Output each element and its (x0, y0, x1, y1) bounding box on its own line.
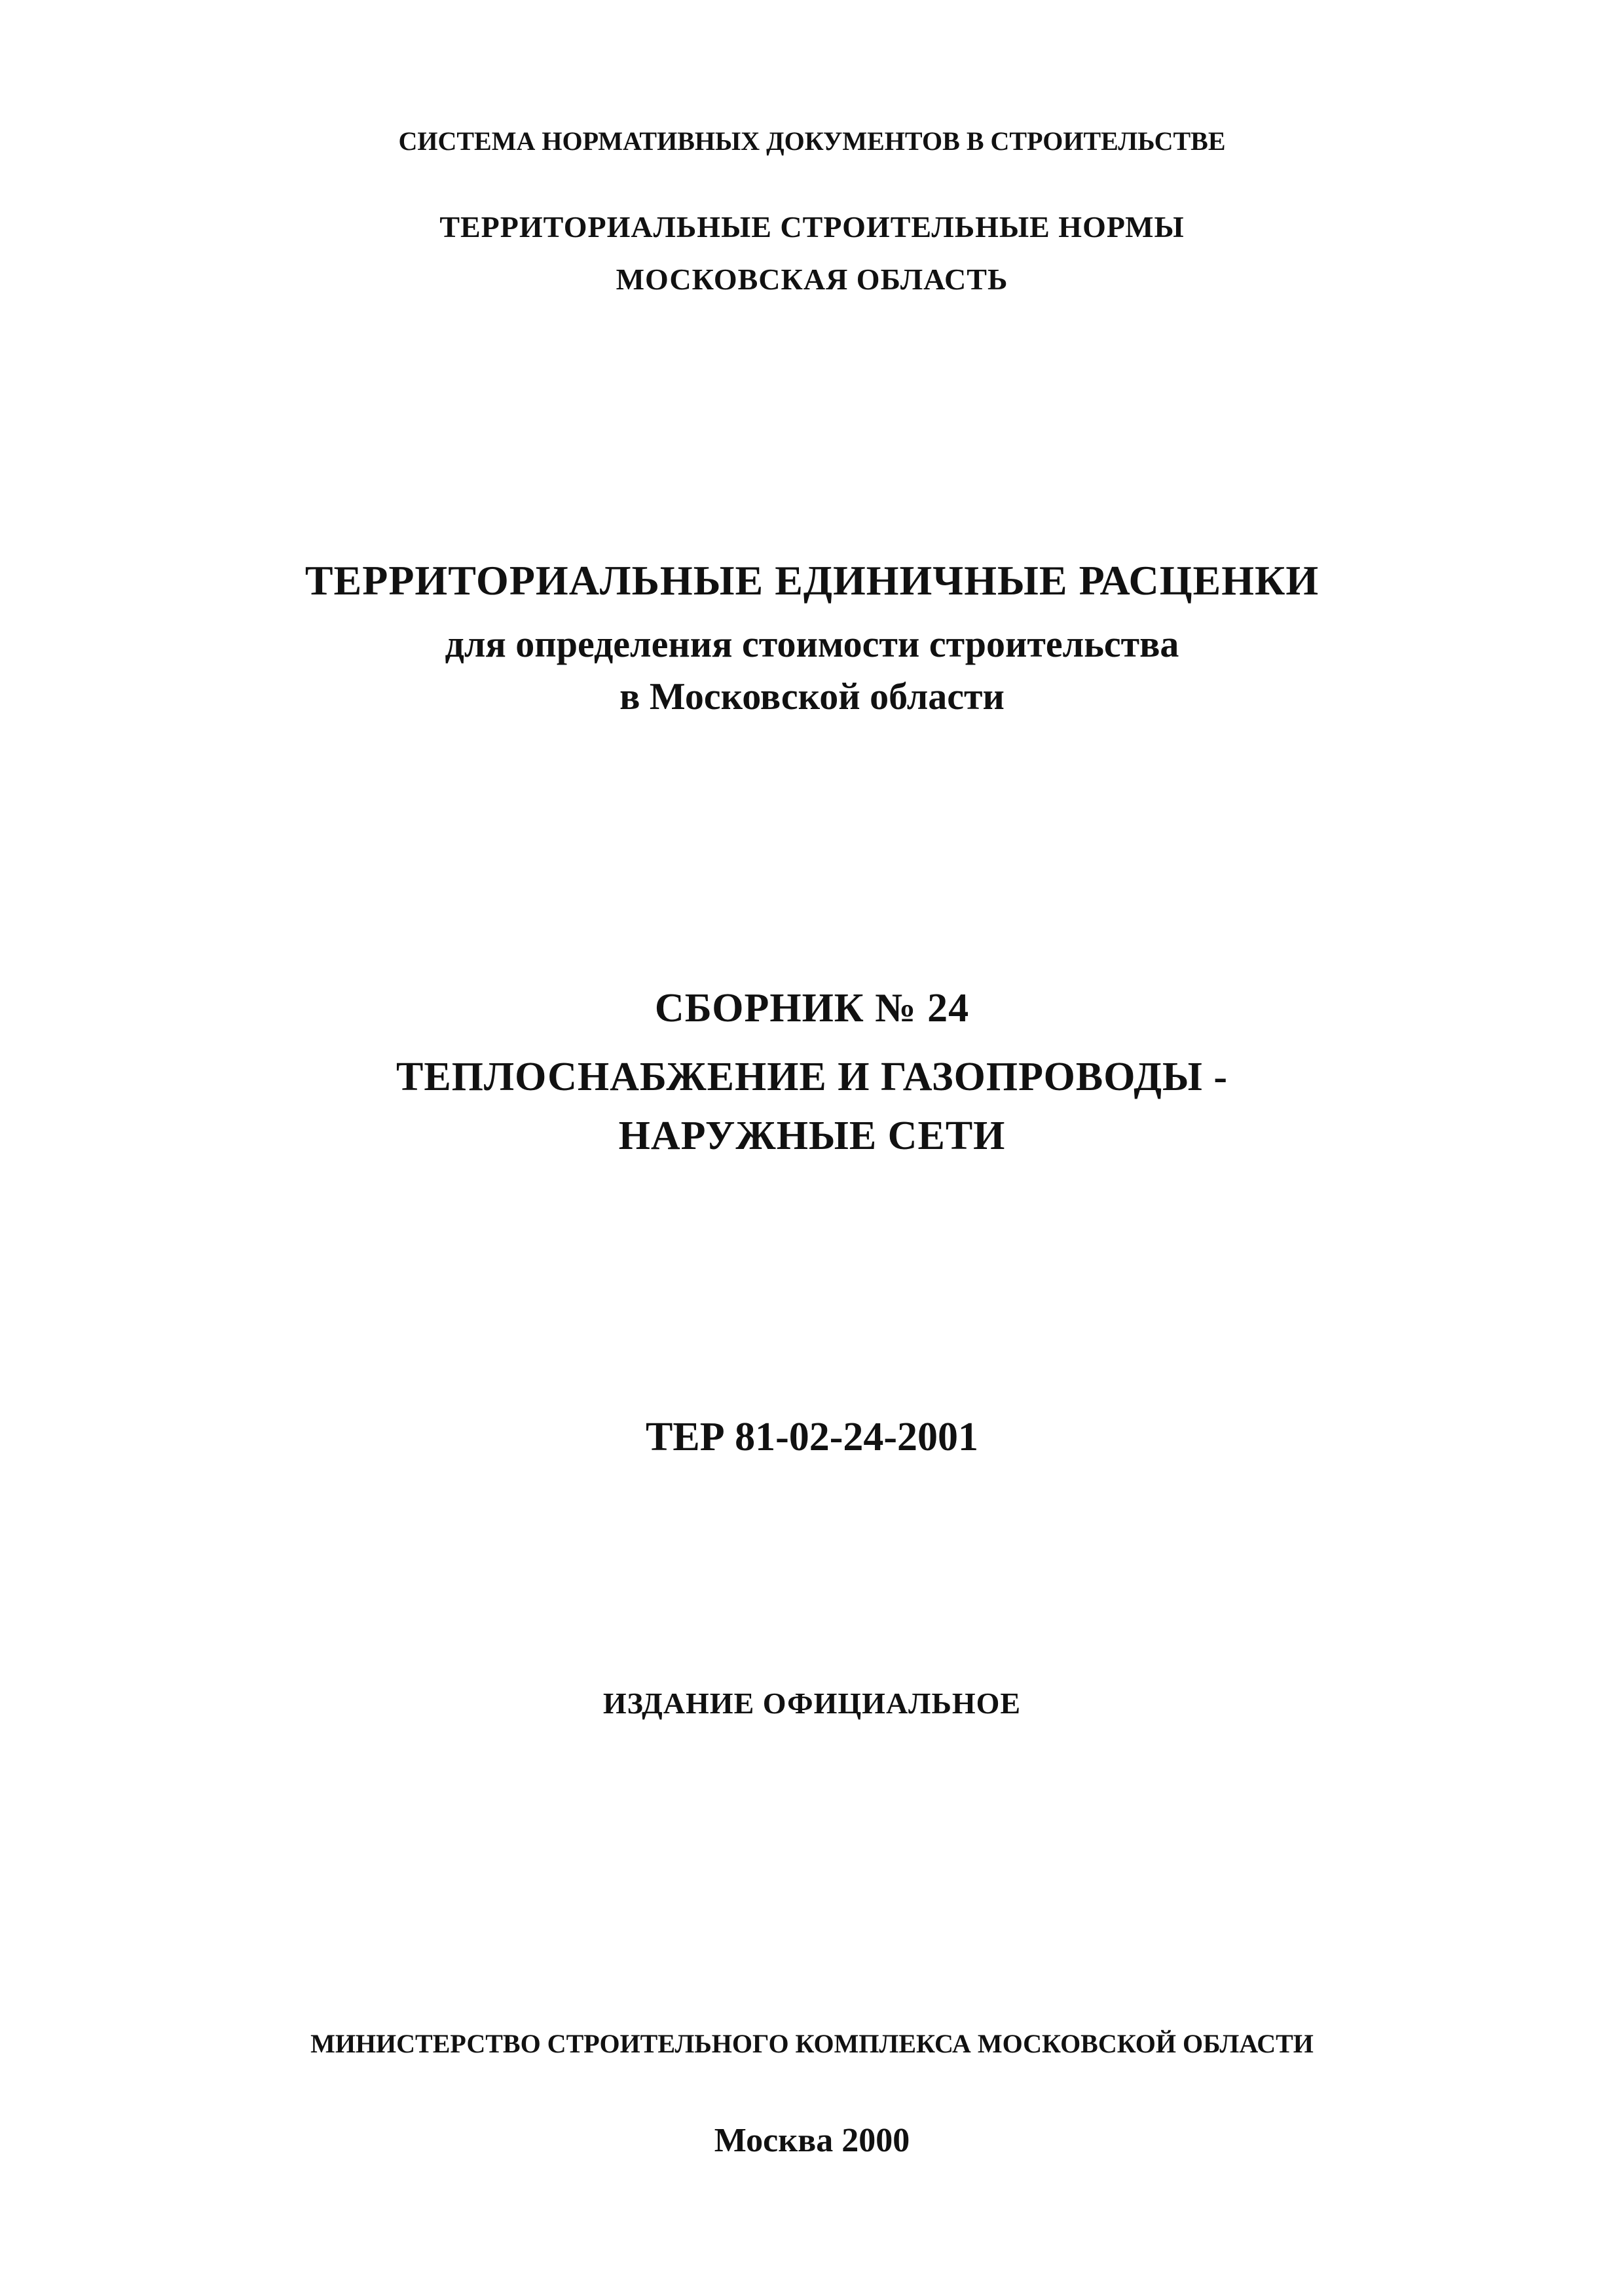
publisher: МИНИСТЕРСТВО СТРОИТЕЛЬНОГО КОМПЛЕКСА МОСКОВСКОЙ ОБЛАСТИ (310, 2029, 1314, 2058)
collection-name-line2: НАРУЖНЫЕ СЕТИ (618, 1114, 1006, 1158)
document-code: ТЕР 81-02-24-2001 (645, 1415, 979, 1459)
document-subtitle-line3: в Московской области (619, 675, 1005, 718)
region-header: МОСКОВСКАЯ ОБЛАСТЬ (616, 263, 1008, 296)
collection-number: СБОРНИК № 24 (654, 986, 970, 1030)
system-header: СИСТЕМА НОРМАТИВНЫХ ДОКУМЕНТОВ В СТРОИТЕЛЬСТВЕ (398, 126, 1226, 156)
document-subtitle-line2: для определения стоимости строительства (445, 623, 1179, 665)
document-title: ТЕРРИТОРИАЛЬНЫЕ ЕДИНИЧНЫЕ РАСЦЕНКИ (304, 557, 1320, 604)
city-year: Москва 2000 (714, 2122, 910, 2159)
collection-name-line1: ТЕПЛОСНАБЖЕНИЕ И ГАЗОПРОВОДЫ - (396, 1055, 1228, 1099)
norms-header: ТЕРРИТОРИАЛЬНЫЕ СТРОИТЕЛЬНЫЕ НОРМЫ (439, 210, 1185, 244)
edition-label: ИЗДАНИЕ ОФИЦИАЛЬНОЕ (602, 1686, 1022, 1720)
